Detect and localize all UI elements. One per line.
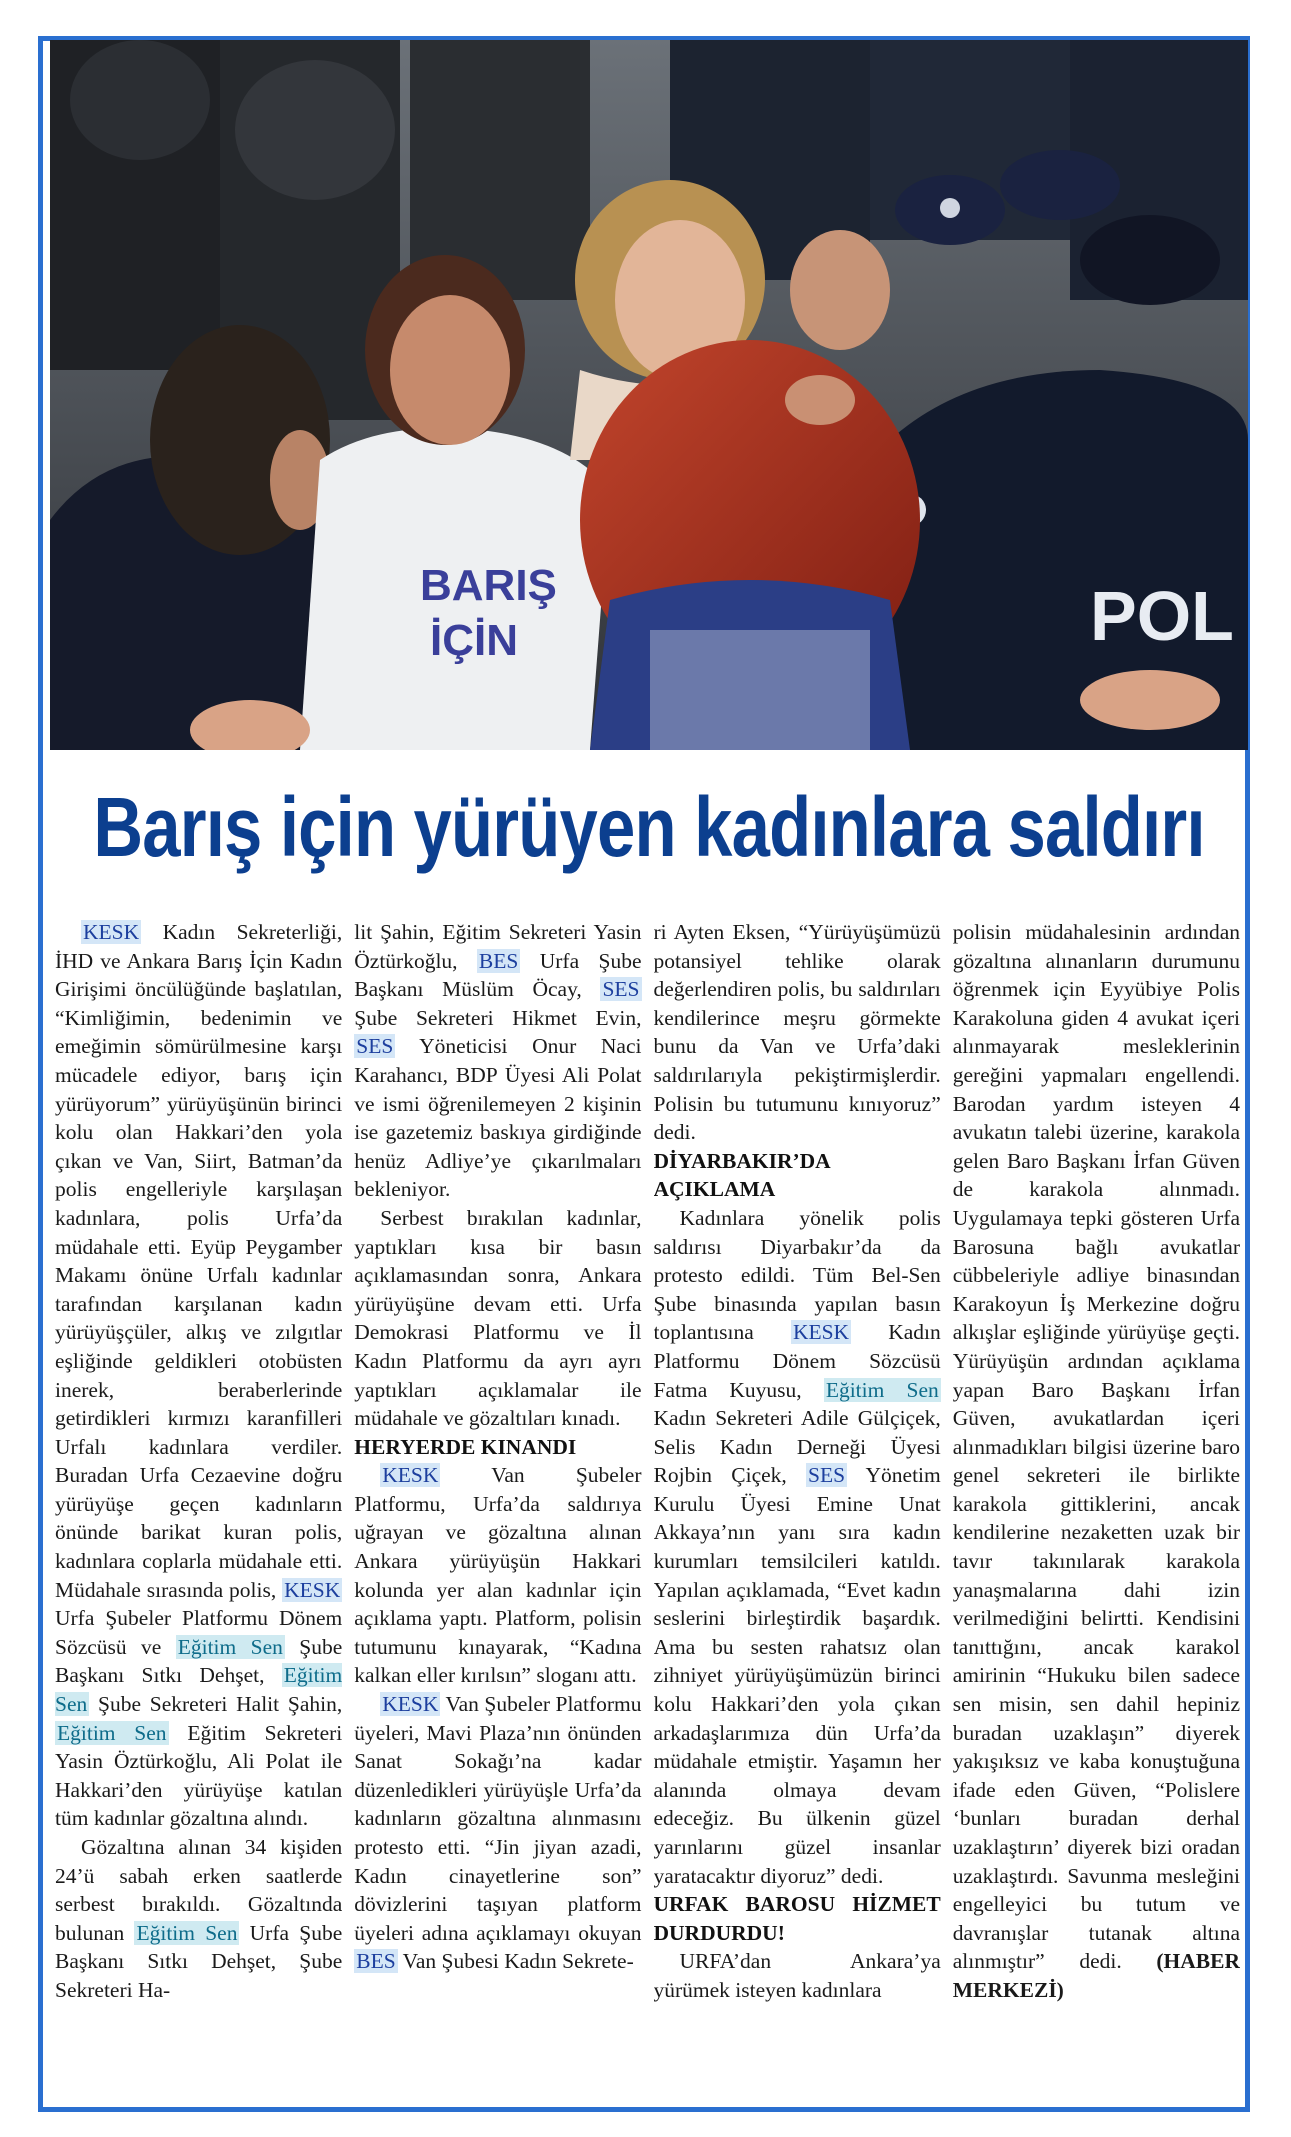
paragraph: [354, 1204, 641, 1433]
police-back-text: POL: [1090, 577, 1234, 655]
org-highlight: Eğitim Sen: [55, 1663, 343, 1717]
paragraph: [953, 918, 1240, 2005]
text-run: ri Ayten Eksen, “Yürüyüşümüzü potansiyel tehlike olarak değerlendiren polis, bu saldırıları kendilerince meşru görmekte bunu da Van ve Urfa’daki saldırılarıyla pekiştirmişlerdir. Polisin bu tutumunu kınıyoruz” dedi.: [653, 920, 941, 1145]
article-column-4: [953, 918, 1240, 2103]
text-run: URFA’dan Ankara’ya yürümek isteyen kadınlara: [653, 1949, 941, 2002]
protest-photo-illustration: [50, 40, 1248, 750]
text-run: Urfa Şube Başkanı Müslüm Öcay,: [354, 948, 642, 1002]
text-run: HERYERDE KINANDI: [354, 1434, 577, 1459]
paragraph: [354, 918, 641, 1204]
text-run: Şube Sekreteri Hikmet Evin,: [354, 1005, 642, 1030]
paragraph: [354, 1690, 641, 1976]
org-highlight: KESK: [382, 1463, 439, 1488]
org-highlight: Eğitim Sen: [825, 1377, 939, 1402]
org-highlight: SES: [808, 1463, 846, 1488]
text-run: Şube Sekreteri Halit Şahin,: [89, 1692, 343, 1717]
org-highlight: BES: [356, 1949, 396, 1974]
article-column-3: [654, 918, 941, 2103]
article-columns: [55, 918, 1240, 2103]
org-highlight: KESK: [382, 1692, 439, 1717]
text-run: Şube Başkanı Sıtkı Dehşet,: [55, 1634, 343, 1688]
text-run: URFAK BAROSU HİZMET DURDURDU!: [653, 1892, 941, 1945]
paragraph: [654, 1947, 941, 2004]
org-highlight: BES: [478, 948, 519, 973]
org-highlight: SES: [356, 1034, 394, 1059]
text-run: Gözaltına alınan 34 kişiden 24’ü sabah erken saatlerde serbest bırakıldı. Gözaltında bulunan: [55, 1835, 343, 1945]
article-column-1: [55, 918, 342, 2103]
text-run: DİYARBAKIR’DA AÇIKLAMA: [653, 1148, 831, 1202]
text-run: Urfa Şube Başkanı Sıtkı Dehşet, Şube Sekreteri Ha-: [55, 1920, 343, 2002]
org-highlight: SES: [602, 977, 640, 1002]
org-highlight: KESK: [792, 1320, 850, 1345]
org-highlight: Eğitim Sen: [57, 1720, 167, 1745]
subheading: [654, 1147, 941, 1204]
text-run: Yöneticisi Onur Naci Karahancı, BDP Üyesi Ali Polat ve ismi öğrenilemeyen 2 kişinin ise gazetemiz baskıya girdiğinde henüz Adliye’ye çıkarılmaları bekleniyor.: [354, 1034, 642, 1202]
text-run: Van Şubeler Platformu üyeleri, Mavi Plaza’nın önünden Sanat Sokağı’na kadar düzenledikleri yürüyüşle Urfa’da kadınların gözaltına alınmasını protesto etti. “Jin jiyan azadi, Kadın cinayetlerine son” dövizlerini taşıyan platform üyeleri adına açıklamayı okuyan: [354, 1692, 642, 1945]
headline: Barış için yürüyen kadınlara saldırı: [93, 779, 1205, 874]
org-highlight: Eğitim Sen: [136, 1920, 238, 1945]
text-run: polisin müdahalesinin ardından gözaltına alınanların durumunu öğrenmek için Eyyübiye Polis Karakoluna giden 4 avukat içeri alınmayarak mesleklerinin gereğini yapmaları engellendi. Barodan yardım isteyen 4 avukatın talebi üzerine, karakola gelen Baro Başkanı İrfan Güven de karakola alınmadı. Uygulamaya tepki gösteren Urfa Barosuna bağlı avukatlar cübbeleriyle adliye binasından Karakoyun İş Merkezine doğru alkışlar eşliğinde yürüyüşe geçti. Yürüyüşün ardından açıklama yapan Baro Başkanı İrfan Güven, avukatlardan içeri alınmadıkları bilgisi üzerine baro genel sekreteri ile birlikte karakola gittiklerini, ancak kendilerine nezaketten uzak bir tavır takınılarak karakola yanaşmalarına dahi izin verilmediğini belirtti. Kendisini tanıttığını, ancak karakol amirinin “Hukuku bilen sadece sen misin, sen dahil hepiniz buradan uzaklaşın” diyerek yakışıksız ve kaba konuştuğuna ifade eden Güven, “Polislere ‘bunları buradan derhal uzaklaştırın’ diyerek bizi oradan uzaklaştırdı. Savunma mesleğini engelleyici bu tutum ve davranışlar tutanak altına alınmıştır” dedi.: [952, 920, 1240, 1974]
subheading: [654, 1890, 941, 1947]
text-run: Eğitim Sekreteri Yasin Öztürkoğlu, Ali Polat ile Hakkari’den yürüyüşe katılan tüm kadınlar gözaltına alındı.: [55, 1720, 343, 1831]
text-run: Yönetim Kurulu Üyesi Emine Unat Akkaya’nın yanı sıra kadın kurumları temsilcileri katıldı. Yapılan açıklamada, “Evet kadın seslerini birleştirdik başardık. Ama bu sesten rahatsız olan zihniyet yürüyüşümüzün birinci kolu Hakkari’den yola çıkan arkadaşlarımıza dün Urfa’da müdahale etmiştir. Yaşamın her alanında olmaya devam edeceğiz. Bu ülkenin güzel yarınlarını güzel insanlar yaratacaktır diyoruz” dedi.: [653, 1463, 941, 1888]
jacket-text-2: İÇİN: [430, 616, 518, 665]
paragraph: [55, 1833, 342, 2005]
org-highlight: KESK: [83, 920, 140, 944]
paragraph: [55, 918, 342, 1833]
paragraph: [354, 1461, 641, 1690]
text-run: Kadın Sekreterliği, İHD ve Ankara Barış İçin Kadın Girişimi öncülüğünde başlatılan, “Kimliğimin, bedenimin ve emeğimin sömürülmesine karşı mücadele ediyor, barış için yürüyorum” yürüyüşünün birinci kolu olan Hakkari’den yola çıkan ve Van, Siirt, Batman’da polis engelleriyle karşılaşan kadınlara, polis Urfa’da müdahale etti. Eyüp Peygamber Makamı önüne Urfalı kadınlar tarafından karşılanan kadın yürüyüşçüler, alkış ve zılgıtlar eşliğinde geldikleri otobüsten inerek, beraberlerinde getirdikleri kırmızı karanfilleri Urfalı kadınlara verdiler. Buradan Urfa Cezaevine doğru yürüyüşe geçen kadınların önünde barikat kuran polis, kadınlara coplarla müdahale etti. Müdahale sırasında polis,: [55, 920, 343, 1602]
text-run: Kadın Platformu Dönem Sözcüsü Fatma Kuyusu,: [653, 1320, 941, 1402]
org-highlight: KESK: [284, 1577, 341, 1602]
paragraph: [654, 918, 941, 1147]
article-column-2: [354, 918, 641, 2103]
text-run: Serbest bırakılan kadınlar, yaptıkları kısa bir basın açıklamasından sonra, Ankara yürüyüşüne devam etti. Urfa Demokrasi Platformu ve İl Kadın Platformu da ayrı ayrı yaptıkları açıklamalar ile müdahale ve gözaltıları kınadı.: [354, 1205, 642, 1431]
subheading: [354, 1433, 641, 1462]
jacket-text-1: BARIŞ: [420, 561, 557, 610]
text-run: Kadınlara yönelik polis saldırısı Diyarbakır’da da protesto edildi. Tüm Bel-Sen Şube binasında yapılan basın toplantısına: [653, 1205, 941, 1345]
text-run: lit Şahin, Eğitim Sekreteri Yasin Öztürkoğlu,: [354, 920, 642, 973]
org-highlight: Eğitim Sen: [177, 1634, 283, 1659]
text-run: Kadın Sekreteri Adile Gülçiçek, Selis Kadın Derneği Üyesi Rojbin Çiçek,: [653, 1406, 941, 1488]
paragraph: [654, 1204, 941, 1890]
news-photo: [50, 40, 1248, 750]
text-run: Urfa Şubeler Platformu Dönem Sözcüsü ve: [55, 1606, 343, 1659]
text-run: Van Şubeler Platformu, Urfa’da saldırıya uğrayan ve gözaltına alınan Ankara yürüyüşün Hakkari kolunda yer alan kadınlar için açıklama yaptı. Platform, polisin tutumunu kınayarak, “Kadına kalkan eller kırılsın” sloganı attı.: [354, 1463, 642, 1688]
text-run: Van Şubesi Kadın Sekrete-: [397, 1949, 634, 1974]
byline: (HABER MERKEZİ): [952, 1949, 1240, 2002]
